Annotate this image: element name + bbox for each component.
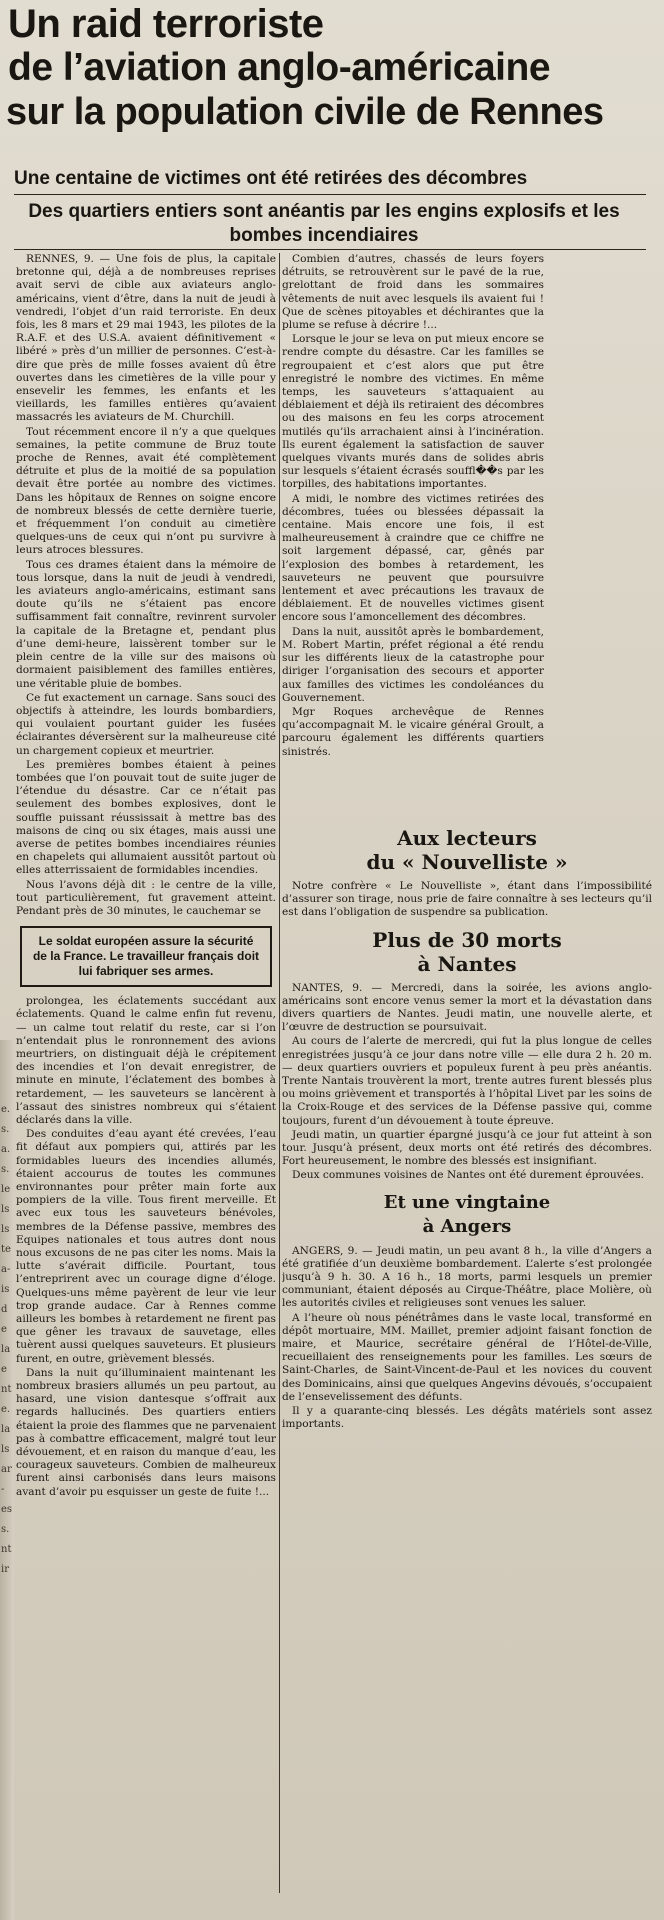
section-heading-line: du « Nouvelliste » (366, 850, 568, 874)
subheadline-quarters: Des quartiers entiers sont anéantis par les engins explosifs et les bombes incendiaires (28, 201, 620, 246)
section-heading-line: Aux lecteurs (397, 826, 537, 850)
boxed-notice (20, 926, 272, 987)
article-column-3 (282, 818, 652, 1898)
paragraph: Il y a quarante-cinq blessés. Les dégâts matériels sont assez importants. (282, 1405, 652, 1431)
paragraph: prolongea, les éclatements succédant aux éclatements. Quand le calme enfin fut revenu, — un calme tout relatif du reste, car si l’on n’entendait plus le ronronnement des avions meurtriers, on distinguait déjà le crépitement des incendies et l’on devait enregistrer, de minute en minute, l’éclatement des bombes à retardement, — les sauveteurs se lancèrent à l’assaut des sinistres nombreux qui s’étaient déclarés dans la ville. (16, 995, 276, 1126)
paragraph: RENNES, 9. — Une fois de plus, la capitale bretonne qui, déjà a de nombreuses reprises avait servi de cible aux aviateurs anglo-américains, vient d’être, dans la nuit de jeudi à vendredi, l’objet d’un raid terroriste. En deux fois, les 8 mars et 29 mai 1943, les pilotes de la R.A.F. et des U.S.A. avaient définitivement « libéré » près d’un millier de personnes. C’est-à-dire que près de mille fosses avaient dû être ouvertes dans les cimetières de la ville pour y ensevelir les femmes, les enfants et les vieillards, les familles entières qu’avaient massacrés les aviateurs de M. Churchill. (16, 253, 276, 424)
section-heading-readers (282, 826, 652, 874)
paragraph: Au cours de l’alerte de mercredi, qui fut la plus longue de celles enregistrées jusqu’à ce jour dans notre ville — elle dura 2 h. 20 m. — deux quartiers ouvriers et populeux furent à peu près anéantis. Trente Nantais trouvèrent la mort, trente autres furent blessés plus ou moins grièvement et transportés à l’hôpital Livet par les soins de la Croix-Rouge et des services de la Défense passive qui, comme toujours, furent d’un dévouement à toute épreuve. (282, 1035, 652, 1127)
section-heading-line: Et une vingtaine (383, 1191, 551, 1213)
paragraph: ANGERS, 9. — Jeudi matin, un peu avant 8 h., la ville d’Angers a été gratifiée d’un deuxième bombardement. L’alerte s’est prolongée jusqu’à 9 h. 30. A 16 h., 18 morts, parmi lesquels un premier communiant, étaient déposés au Cirque-Théâtre, place Molière, où les autorités civiles et religieuses sont venues les saluer. (282, 1244, 652, 1310)
section-heading-nantes (282, 928, 652, 976)
subheadline-divider (14, 194, 646, 195)
paragraph: NANTES, 9. — Mercredi, dans la soirée, les avions anglo-américains sont encore venus semer la mort et la dévastation dans divers quartiers de Nantes. Jeudi matin, une nouvelle alerte, et l’œuvre de destruction se poursuivait. (282, 981, 652, 1034)
paragraph: Des conduites d’eau ayant été crevées, l’eau fit défaut aux pompiers qui, attirés par les formidables lueurs des incendies allumés, étaient accourus de toutes les communes environnantes pour prêter main forte aux pompiers de la ville. Tous firent merveille. Et avec eux tous les sauveteurs bénévoles, membres de la Défense passive, membres des Equipes nationales et tous autres dont nous nous excusons de ne pas citer les noms. Mais la lutte s’avérait difficile. Pourtant, tous l’entreprirent avec un courage digne d’éloge. Quelques-uns même payèrent de leur vie leur trop grande audace. Car à Rennes comme ailleurs les bombes à retardement ne firent pas que gêner les travaux de sauvetage, elles tuèrent aussi quelques sauveteurs. Et plusieurs furent, en outre, grièvement blessés. (16, 1128, 276, 1365)
paragraph: Combien d’autres, chassés de leurs foyers détruits, se retrouvèrent sur le pavé de la rue, grelottant de froid dans les sommaires vêtements de nuit avec lesquels ils avaient fui ! Que de scènes pitoyables et déchirantes que la plume se refuse à décrire !... (282, 253, 544, 332)
paragraph: Tous ces drames étaient dans la mémoire de tous lorsque, dans la nuit de jeudi à vendredi, les aviateurs anglo-américains, estimant sans doute qu’ils ne s’étaient pas encore suffisamment fait connaître, revinrent survoler la capitale de la Bretagne et, pendant plus d’une demi-heure, laissèrent tomber sur le plein centre de la ville sur des maisons où dormaient paisiblement des familles entières, une véritable pluie de bombes. (16, 558, 276, 690)
subheadline-victims: Une centaine de victimes ont été retirées des décombres (14, 168, 528, 189)
paragraph: Ce fut exactement un carnage. Sans souci des objectifs à atteindre, les lourds bombardiers, qui voulaient pourtant guider les fusées éclairantes déversèrent sur la malheureuse cité un chargement copieux et meurtrier. (16, 691, 276, 757)
paragraph: Jeudi matin, un quartier épargné jusqu’à ce jour fut atteint à son tour. Jusqu’à présent, deux morts ont été retirés des décombres. Fort heureusement, le nombre des blessés est insignifiant. (282, 1128, 652, 1168)
section-heading-line: à Angers (422, 1215, 512, 1237)
paragraph: Deux communes voisines de Nantes ont été durement éprouvées. (292, 1169, 645, 1182)
paragraph: Lorsque le jour se leva on put mieux encore se rendre compte du désastre. Car les familles se regroupaient et c’est alors que put être enregistré le nombre des victimes. En même temps, les sauveteurs s’attaquaient au déblaiement et déjà ils retiraient des décombres ou des maisons en feu les corps atrocement mutilés qu’ils arrachaient ainsi à l’incinération. Ils eurent également la satisfaction de sauver quelques vivants murés dans de solides abris sur lesquels s’étaient écrasés souffl��s par les torpilles, des habitations importantes. (282, 333, 544, 491)
headline-line-1: Un raid terroriste (8, 2, 324, 46)
paragraph: Tout récemment encore il n’y a que quelques semaines, la petite commune de Bruz toute proche de Rennes, avait été complètement détruite et plus de la moitié de sa population devait être portée au nombre des victimes. Dans les hôpitaux de Rennes on soigne encore de nombreux blessés de cette dernière tuerie, et fréquemment l’on conduit au cimetière quelques-uns de ceux qui n’ont pu survivre à leurs atroces blessures. (16, 425, 276, 557)
headline (4, 2, 644, 134)
paragraph: A midi, le nombre des victimes retirées des décombres, tuées ou blessées dépassait la centaine. Mais encore une fois, il est malheureusement à craindre que ce chiffre ne soit largement dépassé, car, gênés par l’explosion des bombes à retardement, les sauveteurs ne peuvent que poursuivre lentement et avec précautions les travaux de déblaiement. Et de nouvelles victimes gisent encore sous l’amoncellement des décombres. (282, 492, 544, 624)
headline-line-3: sur la population civile de Rennes (6, 91, 604, 133)
section-heading-angers (282, 1191, 652, 1239)
article-column-1 (16, 253, 276, 1893)
paragraph: Les premières bombes étaient à peines tombées que l’on pouvait tout de suite juger de l’étendue du désastre. Car ce n’était pas seulement des bombes explosives, dont le souffle puissant réussissait à mettre bas des maisons de cinq ou six étages, mais aussi une averse de petites bombes incendiaires réunies en chapelets qui allumaient aussitôt partout où elles atterrissaient de formidables incendies. (16, 758, 276, 877)
paragraph: Dans la nuit qu’illuminaient maintenant les nombreux brasiers allumés un peu partout, au hasard, une vision dantesque s’offrait aux regards hallucinés. Des quartiers entiers étaient la proie des flammes que ne parvenaient pas à combattre efficacement, malgré tout leur dévouement, et en raison du manque d’eau, les courageux sauveteurs. Combien de malheureux furent ainsi carbonisés dans leurs maisons avant d’avoir pu esquisser un geste de fuite !... (16, 1366, 276, 1498)
paragraph: Notre confrère « Le Nouvelliste », étant dans l’impossibilité d’assurer son tirage, nous prie de faire connaître à ses lecteurs qu’il est dans l’obligation de suspendre sa publication. (282, 880, 652, 919)
paragraph: Mgr Roques archevêque de Rennes qu’accompagnait M. le vicaire général Groult, a parcouru également les différents quartiers sinistrés. (282, 705, 544, 758)
paragraph: Nous l’avons déjà dit : le centre de la ville, tout particulièrement, fut gravement atteint. Pendant près de 30 minutes, le cauchemar se (16, 878, 276, 917)
paragraph: A l’heure où nous pénétrâmes dans le vaste local, transformé en dépôt mortuaire, MM. Maillet, premier adjoint faisant fonction de maire, et Maurice, secrétaire général de l’Hôtel-de-Ville, recueillaient des renseignements pour les familles. Les sœurs de Saint-Charles, de Saint-Vincent-de-Paul et les novices du couvent des Dominicains, ainsi que quelques Angevins dévoués, s’occupaient de l’ensevelissement des défunts. (282, 1311, 652, 1403)
section-heading-line: à Nantes (417, 951, 517, 976)
paragraph: Dans la nuit, aussitôt après le bombardement, M. Robert Martin, préfet régional a été rendu sur les différents lieux de la catastrophe pour diriger l’organisation des secours et apporter aux familles des victimes les condoléances du Gouvernement. (282, 625, 544, 704)
column-divider (279, 253, 280, 1893)
boxed-notice-text: Le soldat européen assure la sécurité de la France. Le travailleur français doit lui fabriquer ses armes. (32, 934, 260, 979)
article-column-2 (282, 253, 544, 813)
adjacent-column-fragments: e. s. a. s. le ls ls te a- is de la ent e. la ls ar- es s. nt ir (1, 1104, 13, 1575)
headline-line-2: de l’aviation anglo-américaine (8, 46, 551, 89)
header-divider (14, 249, 646, 250)
section-heading-line: Plus de 30 morts (372, 927, 562, 952)
